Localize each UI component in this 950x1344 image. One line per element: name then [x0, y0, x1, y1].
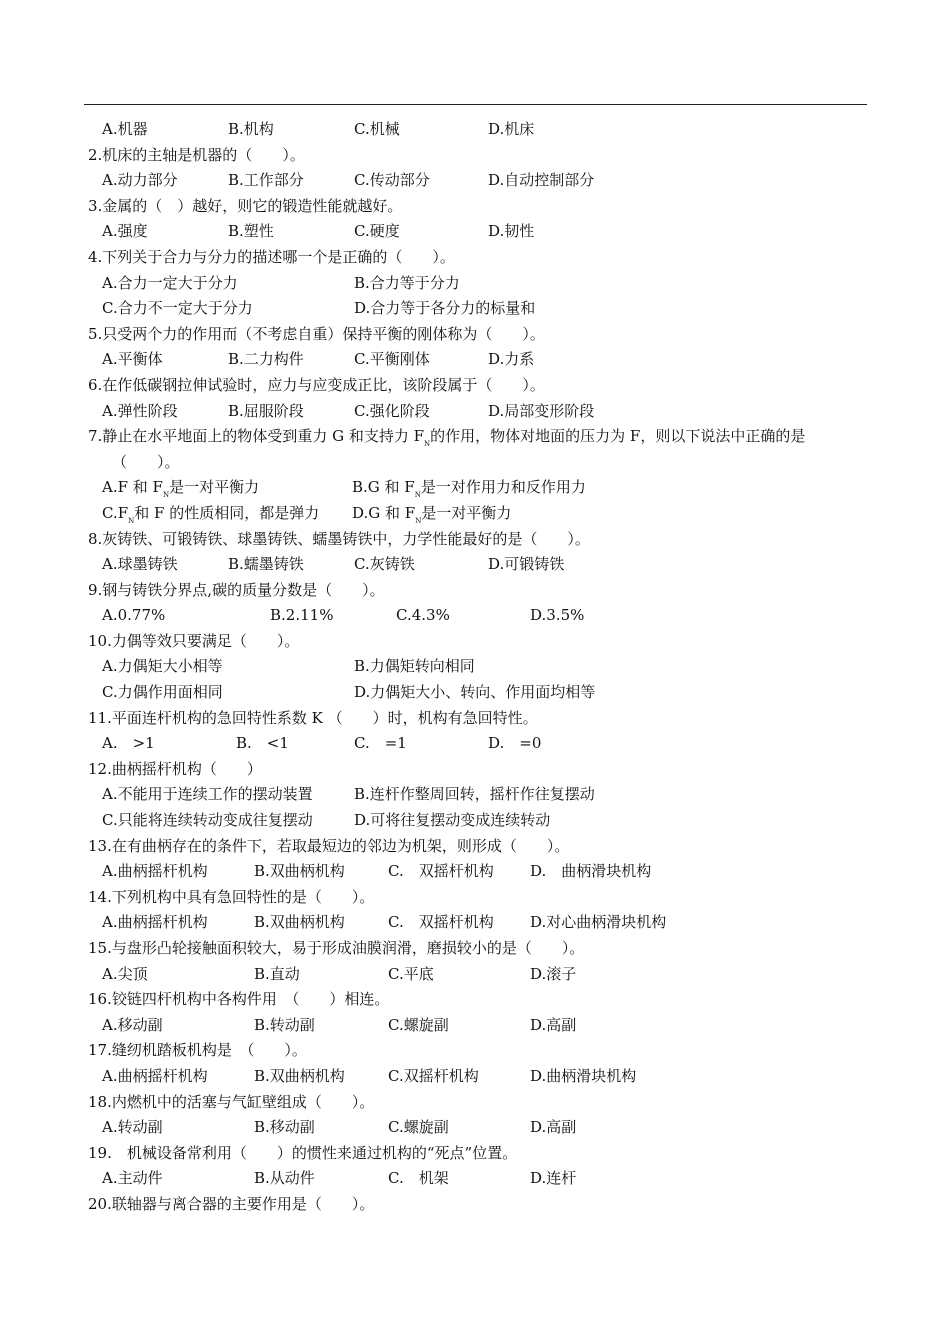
q7-option-b-part1: B.G 和 F: [352, 478, 415, 497]
q1-option-a[interactable]: A.机器: [102, 120, 148, 138]
q16-option-b[interactable]: B.转动副: [254, 1015, 315, 1034]
q1-option-d[interactable]: D.机床: [488, 120, 535, 138]
q19-option-d[interactable]: D.连杆: [530, 1169, 577, 1188]
q10-options-row1: [88, 654, 878, 680]
q11-stem: [88, 706, 878, 732]
q16-option-d[interactable]: D.高副: [530, 1015, 577, 1034]
q17-stem-text: 17.缝纫机踏板机构是 （ ）。: [88, 1041, 307, 1060]
q7-options-row2: [88, 501, 878, 527]
q3-stem-text: 3.金属的（ ）越好，则它的锻造性能就越好。: [88, 196, 403, 215]
q2-option-a[interactable]: A.动力部分: [102, 171, 178, 190]
q6-option-b[interactable]: B.屈服阶段: [228, 401, 304, 420]
q8-option-a[interactable]: A.球墨铸铁: [102, 555, 178, 574]
q7-option-a-part1: A.F 和 F: [102, 478, 163, 497]
q8-option-d[interactable]: D.可锻铸铁: [488, 555, 565, 574]
q18-stem-text: 18.内燃机中的活塞与气缸壁组成（ ）。: [88, 1092, 375, 1111]
q19-option-b[interactable]: B.从动件: [254, 1169, 315, 1188]
q10-option-d[interactable]: D.力偶矩大小、转向、作用面均相等: [354, 683, 596, 702]
q16-stem: [88, 987, 878, 1013]
q14-option-d[interactable]: D.对心曲柄滑块机构: [530, 913, 667, 932]
q18-option-b[interactable]: B.移动副: [254, 1118, 315, 1137]
q15-option-d[interactable]: D.滚子: [530, 964, 577, 983]
q13-option-b[interactable]: B.双曲柄机构: [254, 862, 345, 881]
q3-option-b[interactable]: B.塑性: [228, 222, 274, 241]
q17-option-b[interactable]: B.双曲柄机构: [254, 1066, 345, 1085]
q8-option-c[interactable]: C.灰铸铁: [354, 555, 415, 574]
q18-option-d[interactable]: D.高副: [530, 1118, 577, 1137]
q3-option-c[interactable]: C.硬度: [354, 222, 400, 241]
q5-option-d[interactable]: D.力系: [488, 350, 535, 369]
q4-options-row1: [88, 271, 878, 297]
q15-option-c[interactable]: C.平底: [388, 964, 434, 983]
q12-stem: [88, 757, 878, 783]
q12-stem-text: 12.曲柄摇杆机构（ ）: [88, 759, 262, 778]
q3-option-d[interactable]: D.韧性: [488, 222, 535, 241]
q7-option-c-part1: C.F: [102, 503, 129, 522]
q4-stem: [88, 245, 878, 271]
q17-option-a[interactable]: A.曲柄摇杆机构: [102, 1066, 208, 1085]
q15-stem: [88, 936, 878, 962]
q2-option-b[interactable]: B.工作部分: [228, 171, 304, 190]
q4-options-row2: [88, 296, 878, 322]
q7-option-a-subscript: N: [162, 491, 170, 500]
q17-option-d[interactable]: D.曲柄滑块机构: [530, 1066, 637, 1085]
q5-option-c[interactable]: C.平衡刚体: [354, 350, 430, 369]
q13-stem-text: 13.在有曲柄存在的条件下，若取最短边的邻边为机架，则形成（ ）。: [88, 836, 570, 855]
q18-stem: [88, 1090, 878, 1116]
header-divider: [84, 104, 867, 105]
q7-stem-continued-text: （ ）。: [112, 452, 180, 471]
q7-option-b-subscript: N: [414, 491, 421, 500]
q11-option-b[interactable]: B. <1: [236, 734, 289, 753]
q4-option-b[interactable]: B.合力等于分力: [354, 273, 460, 292]
q13-option-c[interactable]: C. 双摇杆机构: [388, 862, 494, 881]
q5-option-b[interactable]: B.二力构件: [228, 350, 304, 369]
q7-options-row1: [88, 475, 878, 501]
q3-options: [88, 219, 878, 245]
q3-option-a[interactable]: A.强度: [102, 222, 148, 241]
q17-options: [88, 1064, 878, 1090]
question-list: [88, 117, 878, 1218]
q19-stem: [88, 1141, 878, 1167]
q9-option-a[interactable]: A.0.77%: [102, 606, 166, 625]
q12-option-b[interactable]: B.连杆作整周回转，摇杆作往复摆动: [354, 785, 595, 804]
q2-options: [88, 168, 878, 194]
q2-option-c[interactable]: C.传动部分: [354, 171, 430, 190]
q7-stem-part2: 的作用，物体对地面的压力为 F，则以下说法中正确的是: [430, 427, 806, 446]
q8-option-b[interactable]: B.蠕墨铸铁: [228, 555, 304, 574]
q15-option-b[interactable]: B.直动: [254, 964, 300, 983]
q20-stem-text: 20.联轴器与离合器的主要作用是（ ）。: [88, 1194, 375, 1213]
q6-stem-text: 6.在作低碳钢拉伸试验时，应力与应变成正比，该阶段属于（ ）。: [88, 375, 545, 394]
q18-option-a[interactable]: A.转动副: [102, 1118, 163, 1137]
q14-stem: [88, 885, 878, 911]
q10-option-c[interactable]: C.力偶作用面相同: [102, 683, 223, 702]
q12-option-c[interactable]: C.只能将连续转动变成往复摆动: [102, 811, 313, 830]
q12-option-d[interactable]: D.可将往复摆动变成连续转动: [354, 811, 551, 830]
q13-stem: [88, 834, 878, 860]
q7-option-c-part2: 和 F 的性质相同，都是弹力: [134, 503, 320, 522]
q5-option-a[interactable]: A.平衡体: [102, 350, 163, 369]
q14-option-a[interactable]: A.曲柄摇杆机构: [102, 913, 208, 932]
q7-option-b-part2: 是一对作用力和反作用力: [420, 478, 586, 497]
q7-option-a-part2: 是一对平衡力: [169, 478, 260, 497]
q11-options: [88, 731, 878, 757]
q1-option-c[interactable]: C.机械: [354, 120, 400, 138]
q19-option-c[interactable]: C. 机架: [388, 1169, 449, 1188]
q10-option-b[interactable]: B.力偶矩转向相同: [354, 657, 475, 676]
q15-options: [88, 962, 878, 988]
q2-stem-text: 2.机床的主轴是机器的（ ）。: [88, 145, 305, 164]
q10-stem: [88, 629, 878, 655]
q9-stem: [88, 578, 878, 604]
q9-option-d[interactable]: D.3.5%: [530, 606, 585, 625]
q5-stem: [88, 322, 878, 348]
q11-option-d[interactable]: D. =0: [488, 734, 542, 753]
q20-stem: [88, 1192, 878, 1218]
q18-options: [88, 1115, 878, 1141]
q14-option-c[interactable]: C. 双摇杆机构: [388, 913, 494, 932]
q16-option-a[interactable]: A.移动副: [102, 1015, 163, 1034]
q16-stem-text: 16.铰链四杆机构中各构件用 （ ）相连。: [88, 990, 390, 1009]
q17-option-c[interactable]: C.双摇杆机构: [388, 1066, 479, 1085]
q6-option-a[interactable]: A.弹性阶段: [102, 401, 178, 420]
q1-options: [88, 117, 878, 143]
q7-stem: [88, 424, 878, 450]
q6-option-d[interactable]: D.局部变形阶段: [488, 401, 595, 420]
q4-option-a[interactable]: A.合力一定大于分力: [102, 273, 238, 292]
q4-option-c[interactable]: C.合力不一定大于分力: [102, 299, 253, 318]
q11-option-c[interactable]: C. =1: [354, 734, 407, 753]
q11-stem-text: 11.平面连杆机构的急回特性系数 K （ ）时，机构有急回特性。: [88, 708, 538, 727]
q7-stem-continued: [88, 450, 878, 476]
q12-option-a[interactable]: A.不能用于连续工作的摆动装置: [102, 785, 313, 804]
q19-stem-text: 19. 机械设备常利用（ ）的惯性来通过机构的“死点”位置。: [88, 1143, 518, 1162]
q2-stem: [88, 143, 878, 169]
q7-stem-subscript: N: [424, 440, 431, 449]
q12-options-row2: [88, 808, 878, 834]
q7-option-d-part2: 是一对平衡力: [421, 503, 512, 522]
q3-stem: [88, 194, 878, 220]
q14-option-b[interactable]: B.双曲柄机构: [254, 913, 345, 932]
q7-option-c-subscript: N: [128, 516, 135, 525]
q19-options: [88, 1166, 878, 1192]
q8-stem: [88, 527, 878, 553]
q6-option-c[interactable]: C.强化阶段: [354, 401, 430, 420]
q11-option-a[interactable]: A. >1: [102, 734, 155, 753]
q5-stem-text: 5.只受两个力的作用而（不考虑自重）保持平衡的刚体称为（ ）。: [88, 324, 545, 343]
q6-stem: [88, 373, 878, 399]
q10-options-row2: [88, 680, 878, 706]
q18-option-c[interactable]: C.螺旋副: [388, 1118, 449, 1137]
q4-stem-text: 4.下列关于合力与分力的描述哪一个是正确的（ ）。: [88, 247, 455, 266]
q19-option-a[interactable]: A.主动件: [102, 1169, 163, 1188]
q7-option-d-part1: D.G 和 F: [352, 503, 416, 522]
q9-option-c[interactable]: C.4.3%: [396, 606, 450, 625]
q8-stem-text: 8.灰铸铁、可锻铸铁、球墨铸铁、蠕墨铸铁中，力学性能最好的是（ ）。: [88, 529, 590, 548]
q8-options: [88, 552, 878, 578]
q9-option-b[interactable]: B.2.11%: [270, 606, 334, 625]
q9-options: [88, 603, 878, 629]
q13-option-a[interactable]: A.曲柄摇杆机构: [102, 862, 208, 881]
q15-option-a[interactable]: A.尖顶: [102, 964, 148, 983]
q4-option-d[interactable]: D.合力等于各分力的标量和: [354, 299, 536, 318]
q14-options: [88, 910, 878, 936]
q1-option-b[interactable]: B.机构: [228, 120, 274, 138]
q13-option-d[interactable]: D. 曲柄滑块机构: [530, 862, 652, 881]
q2-option-d[interactable]: D.自动控制部分: [488, 171, 595, 190]
q15-stem-text: 15.与盘形凸轮接触面积较大，易于形成油膜润滑，磨损较小的是（ ）。: [88, 939, 585, 957]
q12-options-row1: [88, 782, 878, 808]
q16-option-c[interactable]: C.螺旋副: [388, 1015, 449, 1034]
q10-stem-text: 10.力偶等效只要满足（ ）。: [88, 631, 300, 650]
q5-options: [88, 347, 878, 373]
q14-stem-text: 14.下列机构中具有急回特性的是（ ）。: [88, 887, 375, 906]
q13-options: [88, 859, 878, 885]
q6-options: [88, 399, 878, 425]
q16-options: [88, 1013, 878, 1039]
q7-stem-part1: 7.静止在水平地面上的物体受到重力 G 和支持力 F: [88, 427, 425, 446]
q9-stem-text: 9.钢与铸铁分界点,碳的质量分数是（ ）。: [88, 580, 385, 599]
q17-stem: [88, 1038, 878, 1064]
q10-option-a[interactable]: A.力偶矩大小相等: [102, 657, 223, 676]
q7-option-d-subscript: N: [415, 516, 422, 525]
